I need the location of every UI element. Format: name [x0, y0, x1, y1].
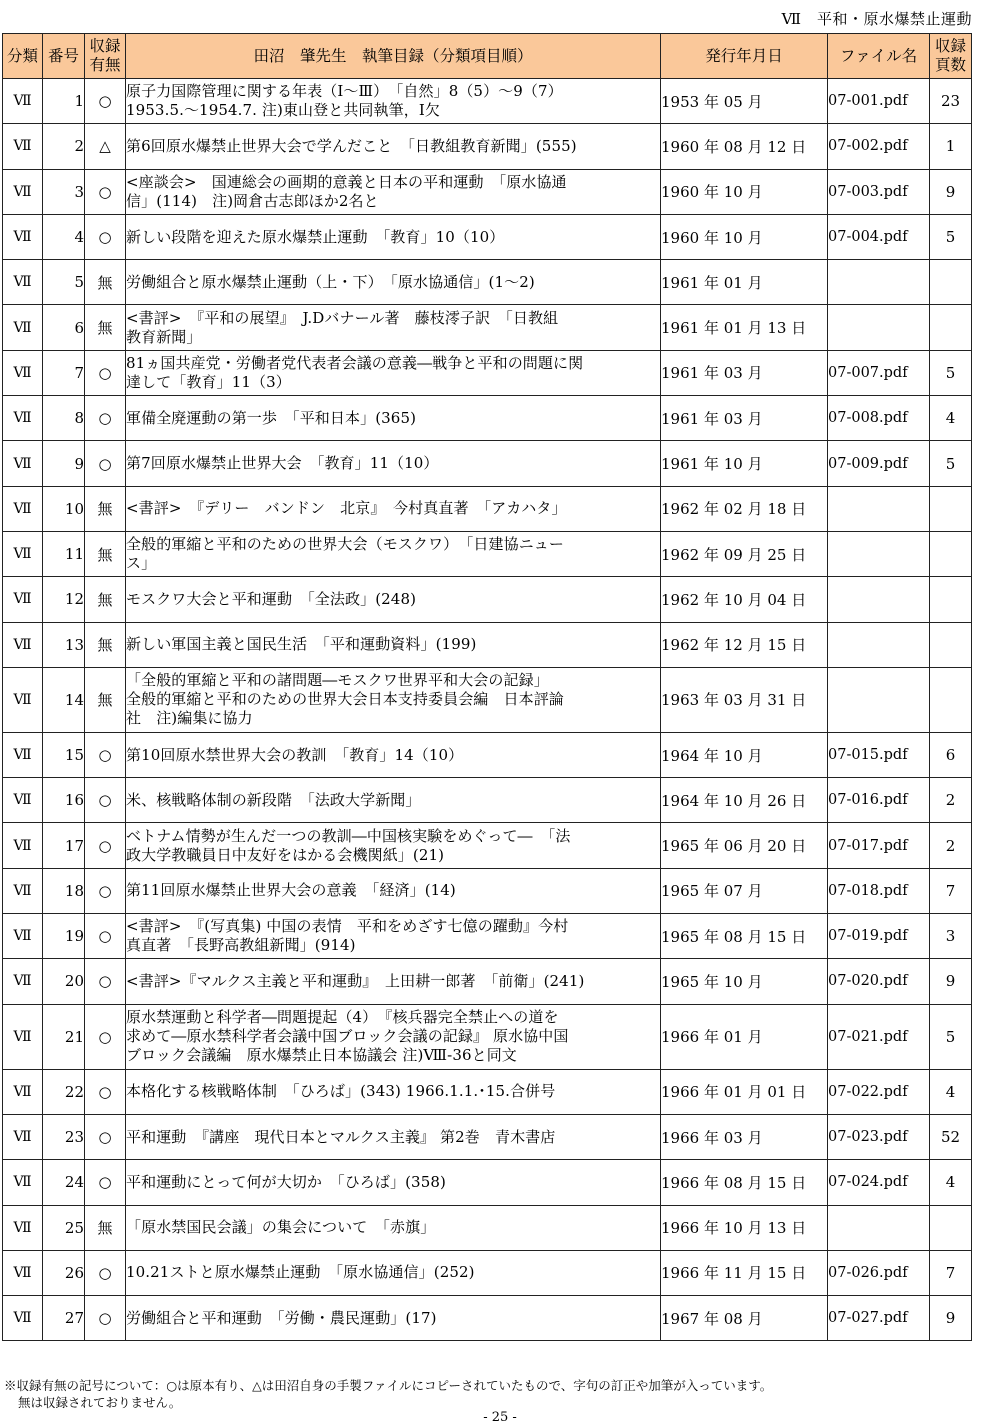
- header-recorded-line-1: 収録: [89, 37, 121, 55]
- date-cell: 1965 年 06 月 20 日: [661, 823, 828, 868]
- category-cell: Ⅶ: [3, 124, 43, 169]
- filename-cell: 07-008.pdf: [828, 396, 930, 441]
- number-cell: 2: [43, 124, 85, 169]
- header-row: [3, 34, 972, 79]
- pages-cell: [930, 667, 972, 732]
- title-line: <書評> 『平和の展望』 J.Dバナール著 藤枝澪子訳 「日教組: [126, 308, 559, 327]
- number-cell: 13: [43, 622, 85, 667]
- date-cell: 1960 年 08 月 12 日: [661, 124, 828, 169]
- title-cell: [126, 350, 661, 395]
- title-line: 政大学教職員日中友好をはかる会機関紙」(21): [126, 845, 445, 864]
- pages-cell: 23: [930, 79, 972, 124]
- recorded-mark-cell: ○: [85, 169, 126, 214]
- category-cell: Ⅶ: [3, 914, 43, 959]
- number-cell: 4: [43, 214, 85, 259]
- number-cell: 23: [43, 1114, 85, 1159]
- title-cell: [126, 124, 661, 169]
- recorded-mark-cell: 無: [85, 622, 126, 667]
- table-row: [3, 959, 972, 1004]
- title-line: 全般的軍縮と平和のための世界大会（モスクワ） 「日建協ニュー: [126, 535, 565, 554]
- recorded-mark-cell: 無: [85, 260, 126, 305]
- category-cell: Ⅶ: [3, 531, 43, 576]
- filename-cell: 07-009.pdf: [828, 441, 930, 486]
- pages-cell: 2: [930, 778, 972, 823]
- table-row: [3, 1250, 972, 1295]
- title-cell: [126, 667, 661, 732]
- number-cell: 3: [43, 169, 85, 214]
- title-cell: [126, 1250, 661, 1295]
- filename-cell: 07-021.pdf: [828, 1004, 930, 1069]
- title-line: ベトナム情勢が生んだ一つの教訓―中国核実験をめぐって― 「法: [126, 826, 571, 845]
- pages-cell: 5: [930, 350, 972, 395]
- pages-cell: 9: [930, 1296, 972, 1341]
- recorded-mark-cell: ○: [85, 79, 126, 124]
- date-cell: 1962 年 02 月 18 日: [661, 486, 828, 531]
- title-line: モスクワ大会と平和運動 「全法政」(248): [126, 589, 417, 608]
- footnote-line-2: 無は収録されておりません。: [18, 1395, 182, 1410]
- filename-cell: 07-027.pdf: [828, 1296, 930, 1341]
- title-cell: [126, 531, 661, 576]
- recorded-mark-cell: ○: [85, 823, 126, 868]
- date-cell: 1966 年 01 月 01 日: [661, 1069, 828, 1114]
- filename-cell: 07-003.pdf: [828, 169, 930, 214]
- title-cell: [126, 260, 661, 305]
- title-line: 信」(114) 注)岡倉古志郎ほか2名と: [126, 191, 379, 210]
- table-row: [3, 577, 972, 622]
- date-cell: 1962 年 09 月 25 日: [661, 531, 828, 576]
- filename-cell: 07-019.pdf: [828, 914, 930, 959]
- table-row: [3, 305, 972, 350]
- number-cell: 14: [43, 667, 85, 732]
- title-line: 第6回原水爆禁止世界大会で学んだこと 「日教組教育新聞」(555): [126, 136, 577, 155]
- filename-cell: 07-004.pdf: [828, 214, 930, 259]
- pages-cell: 2: [930, 823, 972, 868]
- recorded-mark-cell: ○: [85, 1069, 126, 1114]
- title-line: 「全般的軍縮と平和の諸問題―モスクワ世界平和大会の記録」: [126, 671, 549, 690]
- recorded-mark-cell: ○: [85, 868, 126, 913]
- table-row: [3, 169, 972, 214]
- pages-cell: [930, 531, 972, 576]
- title-cell: [126, 1004, 661, 1069]
- title-cell: [126, 1114, 661, 1159]
- date-cell: 1966 年 03 月: [661, 1114, 828, 1159]
- number-cell: 7: [43, 350, 85, 395]
- category-cell: Ⅶ: [3, 577, 43, 622]
- date-cell: 1962 年 10 月 04 日: [661, 577, 828, 622]
- title-line: 原水禁運動と科学者―問題提起（4） 『核兵器完全禁止への道を: [126, 1008, 559, 1027]
- title-cell: [126, 823, 661, 868]
- filename-cell: 07-017.pdf: [828, 823, 930, 868]
- title-line: 第7回原水爆禁止世界大会 「教育」11（10）: [126, 454, 439, 473]
- pages-cell: 52: [930, 1114, 972, 1159]
- date-cell: 1953 年 05 月: [661, 79, 828, 124]
- filename-cell: 07-001.pdf: [828, 79, 930, 124]
- title-line: 平和運動 『講座 現代日本とマルクス主義』 第2巻 青木書店: [126, 1127, 556, 1146]
- category-cell: Ⅶ: [3, 169, 43, 214]
- number-cell: 9: [43, 441, 85, 486]
- title-line: ス」: [126, 554, 157, 573]
- category-cell: Ⅶ: [3, 486, 43, 531]
- table-row: [3, 531, 972, 576]
- number-cell: 11: [43, 531, 85, 576]
- header-pages-line-2: 頁数: [934, 56, 966, 74]
- pages-cell: [930, 260, 972, 305]
- number-cell: 15: [43, 732, 85, 777]
- title-cell: [126, 441, 661, 486]
- category-cell: Ⅶ: [3, 1114, 43, 1159]
- number-cell: 6: [43, 305, 85, 350]
- recorded-mark-cell: ○: [85, 914, 126, 959]
- category-cell: Ⅶ: [3, 79, 43, 124]
- header-date: 発行年月日: [661, 34, 828, 79]
- table-row: [3, 1160, 972, 1205]
- table-row: [3, 214, 972, 259]
- table-row: [3, 914, 972, 959]
- table-row: [3, 79, 972, 124]
- title-cell: [126, 79, 661, 124]
- recorded-mark-cell: ○: [85, 350, 126, 395]
- number-cell: 5: [43, 260, 85, 305]
- pages-cell: 5: [930, 214, 972, 259]
- title-line: 全般的軍縮と平和のための世界大会日本支持委員会編 日本評論: [126, 690, 564, 709]
- date-cell: 1961 年 01 月 13 日: [661, 305, 828, 350]
- table-row: [3, 1004, 972, 1069]
- table-row: [3, 260, 972, 305]
- date-cell: 1964 年 10 月 26 日: [661, 778, 828, 823]
- pages-cell: 7: [930, 868, 972, 913]
- date-cell: 1966 年 01 月: [661, 1004, 828, 1069]
- footnote: [4, 1377, 772, 1411]
- number-cell: 21: [43, 1004, 85, 1069]
- title-line: 新しい段階を迎えた原水爆禁止運動 「教育」10（10）: [126, 227, 505, 246]
- catalog-table: [2, 33, 972, 1341]
- pages-cell: 5: [930, 1004, 972, 1069]
- pages-cell: 4: [930, 1160, 972, 1205]
- category-cell: Ⅶ: [3, 305, 43, 350]
- category-cell: Ⅶ: [3, 1004, 43, 1069]
- table-row: [3, 667, 972, 732]
- recorded-mark-cell: ○: [85, 1114, 126, 1159]
- table-row: [3, 486, 972, 531]
- date-cell: 1966 年 08 月 15 日: [661, 1160, 828, 1205]
- recorded-mark-cell: ○: [85, 778, 126, 823]
- catalog-body: [3, 79, 972, 1341]
- pages-cell: 4: [930, 396, 972, 441]
- number-cell: 8: [43, 396, 85, 441]
- recorded-mark-cell: 無: [85, 1205, 126, 1250]
- recorded-mark-cell: ○: [85, 732, 126, 777]
- recorded-mark-cell: ○: [85, 441, 126, 486]
- header-number: 番号: [43, 34, 85, 79]
- title-line: 10.21ストと原水爆禁止運動 「原水協通信」(252): [126, 1263, 475, 1282]
- pages-cell: 6: [930, 732, 972, 777]
- number-cell: 26: [43, 1250, 85, 1295]
- date-cell: 1966 年 11 月 15 日: [661, 1250, 828, 1295]
- category-cell: Ⅶ: [3, 1296, 43, 1341]
- table-row: [3, 1205, 972, 1250]
- pages-cell: [930, 1205, 972, 1250]
- table-row: [3, 778, 972, 823]
- filename-cell: 07-018.pdf: [828, 868, 930, 913]
- filename-cell: 07-002.pdf: [828, 124, 930, 169]
- title-line: 真直著 「長野高教組新聞」(914): [126, 936, 356, 955]
- date-cell: 1961 年 01 月: [661, 260, 828, 305]
- title-line: 社 注)編集に協力: [126, 709, 253, 728]
- number-cell: 25: [43, 1205, 85, 1250]
- category-cell: Ⅶ: [3, 1205, 43, 1250]
- filename-cell: [828, 486, 930, 531]
- number-cell: 1: [43, 79, 85, 124]
- title-cell: [126, 778, 661, 823]
- title-cell: [126, 1296, 661, 1341]
- number-cell: 18: [43, 868, 85, 913]
- title-line: 新しい軍国主義と国民生活 「平和運動資料」(199): [126, 635, 477, 654]
- table-row: [3, 622, 972, 667]
- recorded-mark-cell: 無: [85, 486, 126, 531]
- title-cell: [126, 1069, 661, 1114]
- filename-cell: [828, 305, 930, 350]
- category-cell: Ⅶ: [3, 667, 43, 732]
- date-cell: 1960 年 10 月: [661, 214, 828, 259]
- title-cell: [126, 214, 661, 259]
- table-row: [3, 396, 972, 441]
- recorded-mark-cell: ○: [85, 396, 126, 441]
- filename-cell: 07-022.pdf: [828, 1069, 930, 1114]
- recorded-mark-cell: ○: [85, 1160, 126, 1205]
- header-recorded: [85, 34, 126, 79]
- section-title: Ⅶ 平和・原水爆禁止運動: [781, 10, 972, 28]
- title-line: 第10回原水禁世界大会の教訓 「教育」14（10）: [126, 745, 464, 764]
- filename-cell: 07-007.pdf: [828, 350, 930, 395]
- page-number: - 25 -: [483, 1410, 517, 1425]
- number-cell: 12: [43, 577, 85, 622]
- pages-cell: 3: [930, 914, 972, 959]
- filename-cell: 07-024.pdf: [828, 1160, 930, 1205]
- header-pages: [930, 34, 972, 79]
- title-cell: [126, 169, 661, 214]
- pages-cell: [930, 486, 972, 531]
- title-line: <書評> 『(写真集) 中国の表情 平和をめざす七億の躍動』今村: [126, 917, 569, 936]
- date-cell: 1962 年 12 月 15 日: [661, 622, 828, 667]
- number-cell: 10: [43, 486, 85, 531]
- number-cell: 17: [43, 823, 85, 868]
- date-cell: 1967 年 08 月: [661, 1296, 828, 1341]
- table-row: [3, 1114, 972, 1159]
- header-category: 分類: [3, 34, 43, 79]
- category-cell: Ⅶ: [3, 214, 43, 259]
- title-cell: [126, 305, 661, 350]
- filename-cell: 07-020.pdf: [828, 959, 930, 1004]
- recorded-mark-cell: △: [85, 124, 126, 169]
- title-line: 達して「教育」11（3）: [126, 372, 291, 391]
- title-cell: [126, 914, 661, 959]
- date-cell: 1961 年 03 月: [661, 350, 828, 395]
- title-line: 1953.5.～1954.7. 注)東山登と共同執筆，Ⅰ欠: [126, 101, 440, 120]
- table-row: [3, 1296, 972, 1341]
- header-filename: ファイル名: [828, 34, 930, 79]
- table-row: [3, 441, 972, 486]
- title-line: 労働組合と原水爆禁止運動（上・下） 「原水協通信」(1～2): [126, 272, 535, 291]
- category-cell: Ⅶ: [3, 350, 43, 395]
- pages-cell: [930, 577, 972, 622]
- header-pages-line-1: 収録: [934, 37, 966, 55]
- category-cell: Ⅶ: [3, 1250, 43, 1295]
- category-cell: Ⅶ: [3, 959, 43, 1004]
- title-line: 平和運動にとって何が大切か 「ひろば」(358): [126, 1172, 446, 1191]
- recorded-mark-cell: ○: [85, 1004, 126, 1069]
- date-cell: 1965 年 10 月: [661, 959, 828, 1004]
- title-cell: [126, 396, 661, 441]
- title-line: <座談会> 国連総会の画期的意義と日本の平和運動 「原水協通: [126, 172, 567, 191]
- title-line: <書評>『マルクス主義と平和運動』 上田耕一郎著 「前衛」(241): [126, 971, 585, 990]
- recorded-mark-cell: ○: [85, 1296, 126, 1341]
- number-cell: 19: [43, 914, 85, 959]
- table-row: [3, 868, 972, 913]
- category-cell: Ⅶ: [3, 441, 43, 486]
- pages-cell: 9: [930, 169, 972, 214]
- pages-cell: [930, 305, 972, 350]
- number-cell: 16: [43, 778, 85, 823]
- title-line: <書評> 『デリー バンドン 北京』 今村真直著 「アカハタ」: [126, 499, 567, 518]
- title-cell: [126, 732, 661, 777]
- title-line: 米、核戦略体制の新段階 「法政大学新聞」: [126, 790, 421, 809]
- footnote-line-1: ※収録有無の記号について：○は原本有り、△は田沼自身の手製ファイルにコピーされていたもので、字句の訂正や加筆が入っています。: [4, 1378, 773, 1393]
- filename-cell: 07-015.pdf: [828, 732, 930, 777]
- pages-cell: 4: [930, 1069, 972, 1114]
- filename-cell: [828, 531, 930, 576]
- category-cell: Ⅶ: [3, 823, 43, 868]
- date-cell: 1960 年 10 月: [661, 169, 828, 214]
- filename-cell: [828, 260, 930, 305]
- table-row: [3, 350, 972, 395]
- category-cell: Ⅶ: [3, 622, 43, 667]
- number-cell: 20: [43, 959, 85, 1004]
- filename-cell: [828, 577, 930, 622]
- header-title: 田沼 肇先生 執筆目録（分類項目順）: [126, 34, 661, 79]
- title-cell: [126, 486, 661, 531]
- table-row: [3, 124, 972, 169]
- title-cell: [126, 577, 661, 622]
- filename-cell: 07-023.pdf: [828, 1114, 930, 1159]
- category-cell: Ⅶ: [3, 1160, 43, 1205]
- table-row: [3, 1069, 972, 1114]
- title-cell: [126, 622, 661, 667]
- filename-cell: 07-016.pdf: [828, 778, 930, 823]
- filename-cell: [828, 667, 930, 732]
- title-line: 本格化する核戦略体制 「ひろば」(343) 1966.1.1.･15.合併号: [126, 1082, 556, 1101]
- category-cell: Ⅶ: [3, 1069, 43, 1114]
- number-cell: 27: [43, 1296, 85, 1341]
- filename-cell: [828, 622, 930, 667]
- recorded-mark-cell: 無: [85, 577, 126, 622]
- date-cell: 1965 年 07 月: [661, 868, 828, 913]
- title-line: 軍備全廃運動の第一歩 「平和日本」(365): [126, 408, 417, 427]
- number-cell: 22: [43, 1069, 85, 1114]
- recorded-mark-cell: ○: [85, 959, 126, 1004]
- category-cell: Ⅶ: [3, 868, 43, 913]
- title-cell: [126, 1160, 661, 1205]
- pages-cell: 1: [930, 124, 972, 169]
- recorded-mark-cell: ○: [85, 1250, 126, 1295]
- filename-cell: 07-026.pdf: [828, 1250, 930, 1295]
- number-cell: 24: [43, 1160, 85, 1205]
- pages-cell: 9: [930, 959, 972, 1004]
- pages-cell: [930, 622, 972, 667]
- category-cell: Ⅶ: [3, 732, 43, 777]
- title-line: 労働組合と平和運動 「労働・農民運動」(17): [126, 1308, 437, 1327]
- title-line: 求めて―原水禁科学者会議中国ブロック会議の記録』 原水協中国: [126, 1027, 569, 1046]
- recorded-mark-cell: 無: [85, 305, 126, 350]
- title-line: 81ヵ国共産党・労働者党代表者会議の意義―戦争と平和の問題に関: [126, 353, 584, 372]
- title-cell: [126, 868, 661, 913]
- title-line: ブロック会議編 原水爆禁止日本協議会 注)Ⅷ-36と同文: [126, 1046, 517, 1065]
- date-cell: 1964 年 10 月: [661, 732, 828, 777]
- recorded-mark-cell: 無: [85, 667, 126, 732]
- date-cell: 1966 年 10 月 13 日: [661, 1205, 828, 1250]
- pages-cell: 7: [930, 1250, 972, 1295]
- table-row: [3, 732, 972, 777]
- header-recorded-line-2: 有無: [89, 56, 121, 74]
- recorded-mark-cell: ○: [85, 214, 126, 259]
- category-cell: Ⅶ: [3, 260, 43, 305]
- table-row: [3, 823, 972, 868]
- date-cell: 1965 年 08 月 15 日: [661, 914, 828, 959]
- title-cell: [126, 959, 661, 1004]
- recorded-mark-cell: 無: [85, 531, 126, 576]
- title-line: 原子力国際管理に関する年表（Ⅰ～Ⅲ） 「自然」8（5）～9（7）: [126, 82, 563, 101]
- title-line: 「原水禁国民会議」の集会について 「赤旗」: [126, 1218, 436, 1237]
- filename-cell: [828, 1205, 930, 1250]
- date-cell: 1963 年 03 月 31 日: [661, 667, 828, 732]
- date-cell: 1961 年 10 月: [661, 441, 828, 486]
- title-line: 教育新聞」: [126, 327, 202, 346]
- category-cell: Ⅶ: [3, 778, 43, 823]
- pages-cell: 5: [930, 441, 972, 486]
- date-cell: 1961 年 03 月: [661, 396, 828, 441]
- title-cell: [126, 1205, 661, 1250]
- category-cell: Ⅶ: [3, 396, 43, 441]
- title-line: 第11回原水爆禁止世界大会の意義 「経済」(14): [126, 881, 456, 900]
